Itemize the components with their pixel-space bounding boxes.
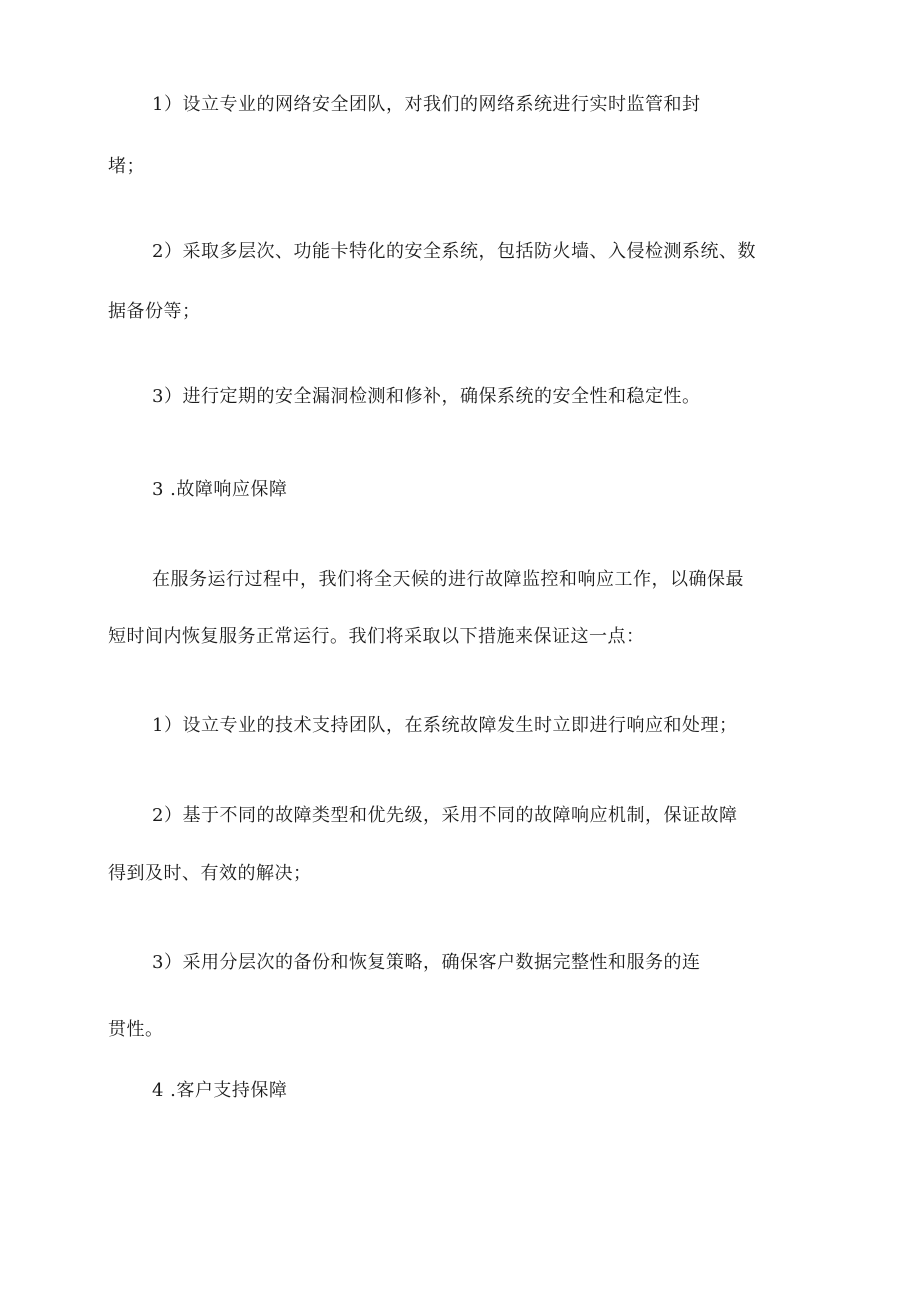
network-security-item-1-line-1: 1）设立专业的网络安全团队，对我们的网络系统进行实时监管和封	[152, 94, 701, 115]
section-heading-fault-response: 3 .故障响应保障	[152, 479, 288, 500]
section-heading-customer-support: 4 .客户支持保障	[152, 1080, 288, 1101]
fault-response-item-1: 1）设立专业的技术支持团队，在系统故障发生时立即进行响应和处理；	[152, 715, 738, 736]
fault-response-item-3-line-2: 贯性。	[108, 1019, 164, 1040]
network-security-item-2-line-2: 据备份等；	[108, 301, 201, 322]
network-security-item-1-line-2: 堵；	[108, 156, 145, 177]
fault-response-item-3-line-1: 3）采用分层次的备份和恢复策略，确保客户数据完整性和服务的连	[152, 952, 701, 973]
network-security-item-3: 3）进行定期的安全漏洞检测和修补，确保系统的安全性和稳定性。	[152, 386, 701, 407]
fault-response-intro-line-1: 在服务运行过程中，我们将全天候的进行故障监控和响应工作，以确保最	[152, 569, 744, 590]
fault-response-item-2-line-1: 2）基于不同的故障类型和优先级，采用不同的故障响应机制，保证故障	[152, 805, 738, 826]
fault-response-intro-line-2: 短时间内恢复服务正常运行。我们将采取以下措施来保证这一点：	[108, 626, 645, 647]
fault-response-item-2-line-2: 得到及时、有效的解决；	[108, 863, 312, 884]
network-security-item-2-line-1: 2）采取多层次、功能卡特化的安全系统，包括防火墙、入侵检测系统、数	[152, 241, 756, 262]
